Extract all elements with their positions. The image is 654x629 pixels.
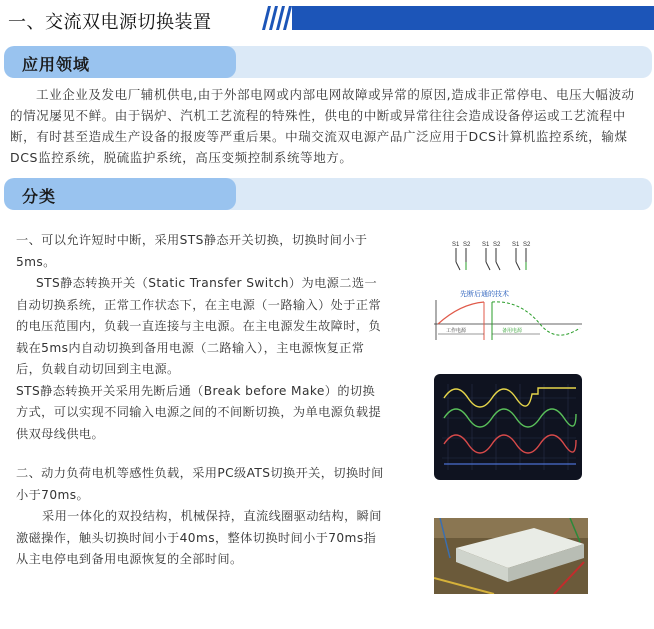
main-source-curve — [438, 302, 484, 324]
segment-label: 备用电源 — [502, 328, 523, 334]
category-2-heading: 二、动力负荷电机等感性负载，采用PC级ATS切换开关，切换时间小于70ms。 — [16, 466, 384, 502]
switch-label: S1 — [512, 242, 520, 248]
diagram-caption: 先断后通的技术 — [460, 290, 509, 298]
ats-device-photo — [434, 518, 588, 594]
application-paragraph: 工业企业及发电厂辅机供电,由于外部电网或内部电网故障或异常的原因,造成非正常停电、电压大幅波动的情况屡见不鲜。由于锅炉、汽机工艺流程的特殊性，供电的中断或异常往往会造成设备停运或工艺流程中断，有时甚至造成生产设备的报废等严重后果。中瑞交流双电源产品广泛应用于DCS计算机监控系统，输煤DCS监控系统，脱硫监护系统，高压变频控制系统等地方。 — [10, 87, 635, 165]
switch-label: S2 — [523, 242, 531, 248]
segment-label: 工作电源 — [446, 328, 467, 334]
category-1-heading: 一、可以允许短时中断，采用STS静态开关切换，切换时间小于5ms。 — [16, 233, 368, 269]
category-1-description: STS静态转换开关（Static Transfer Switch）为电源二选一自动切换系统，正常工作状态下，在主电源（一路输入）处于正常的电压范围内，负载一直连接与主电源。在主电源发生故障时，负载在5ms内自动切换到备用电源（二路输入），主电源恢复正常后，负载自动切回到主电源。 — [16, 276, 382, 376]
category-1-description-2: STS静态转换开关采用先断后通（Break before Make）的切换方式，可以实现不同输入电源之间的不间断切换，为单电源负载提供双母线供电。 — [16, 383, 382, 441]
break-before-make-diagram — [430, 240, 590, 352]
section-header-application — [4, 46, 652, 78]
switch-label: S1 — [482, 242, 490, 248]
section-tab — [4, 178, 236, 210]
classification-text-column — [16, 230, 384, 571]
section-header-classification — [4, 178, 652, 210]
section-label-application: 应用领域 — [22, 55, 91, 74]
title-stripes-decoration — [258, 6, 294, 30]
section-label-classification: 分类 — [22, 187, 57, 206]
section-tab — [4, 46, 236, 78]
switch-label: S2 — [493, 242, 501, 248]
switch-label: S1 — [452, 242, 460, 248]
category-2-description: 采用一体化的双投结构，机械保持，直流线圈驱动结构，瞬间激磁操作，触头切换时间小于40ms，整体切换时间小于70ms指从主电停电到备用电源恢复的全部时间。 — [16, 509, 382, 566]
switch-label: S2 — [463, 242, 471, 248]
page-title: 一、交流双电源切换装置 — [8, 12, 212, 33]
switch-symbols — [456, 248, 526, 270]
oscilloscope-waveform-image — [434, 374, 582, 480]
title-bar — [292, 6, 654, 30]
